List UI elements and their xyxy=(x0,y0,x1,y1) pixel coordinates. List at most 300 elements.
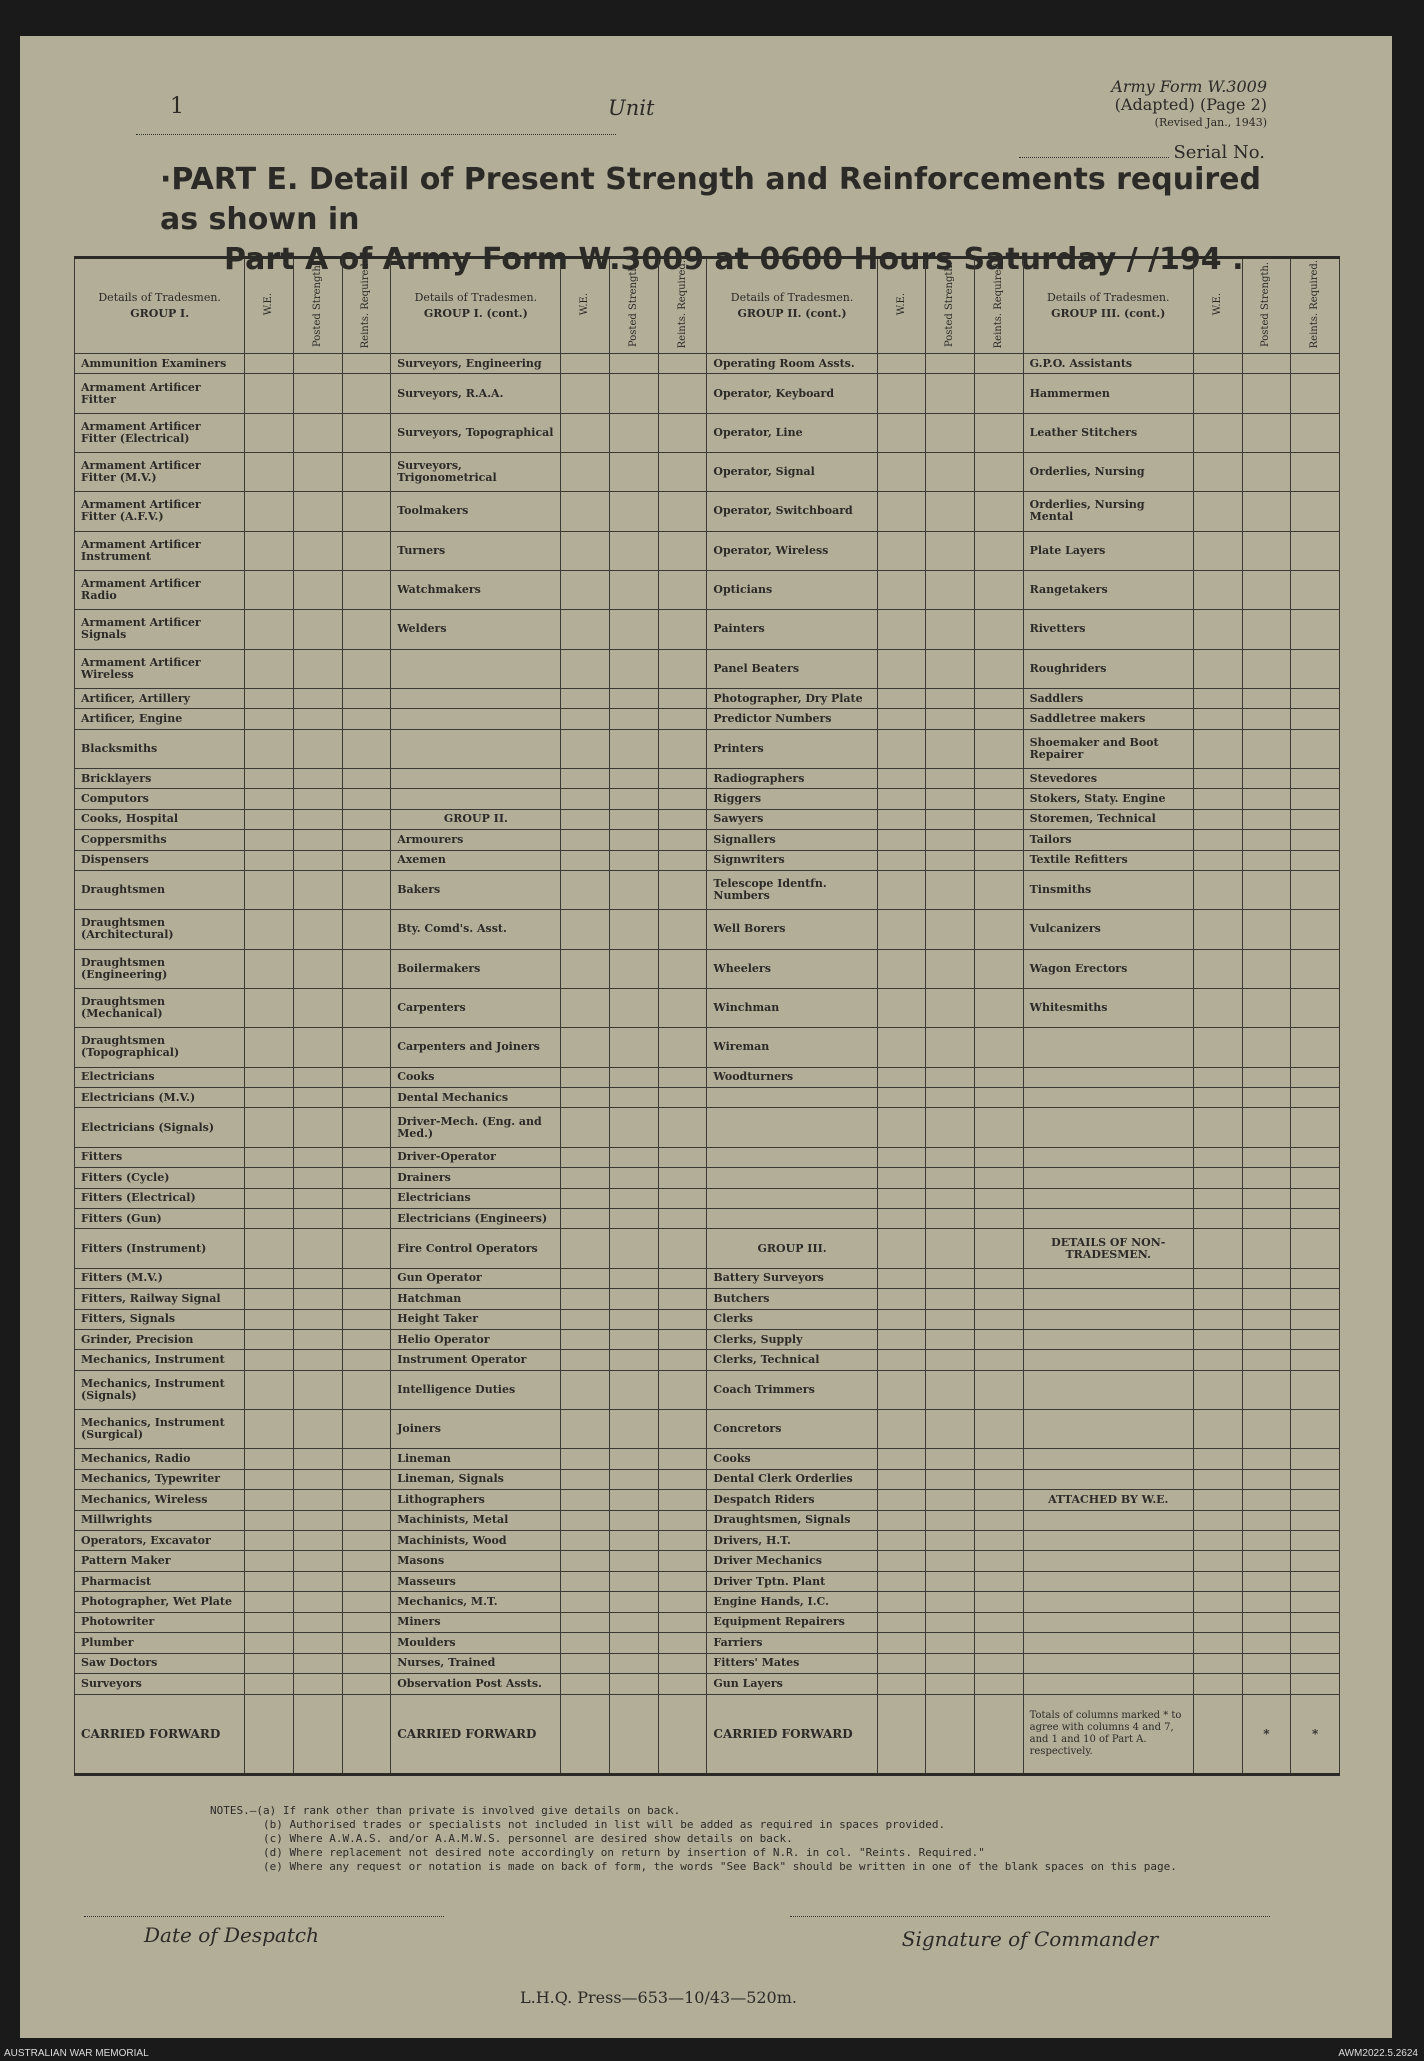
table-cell[interactable] xyxy=(658,789,707,809)
table-cell[interactable] xyxy=(1242,1490,1291,1510)
table-cell[interactable] xyxy=(610,809,659,829)
table-cell[interactable] xyxy=(1193,649,1242,688)
table-cell[interactable] xyxy=(1193,1350,1242,1370)
table-cell[interactable] xyxy=(877,1087,926,1107)
table-cell[interactable] xyxy=(658,1410,707,1449)
table-cell[interactable] xyxy=(974,453,1023,492)
table-cell[interactable] xyxy=(926,649,975,688)
table-cell[interactable] xyxy=(293,1449,342,1469)
table-cell[interactable] xyxy=(1291,809,1340,829)
table-cell[interactable] xyxy=(342,1370,391,1409)
table-cell[interactable] xyxy=(245,850,294,870)
table-cell[interactable] xyxy=(877,1449,926,1469)
table-cell[interactable] xyxy=(658,850,707,870)
table-cell[interactable] xyxy=(561,1633,610,1653)
table-cell[interactable] xyxy=(658,649,707,688)
table-cell[interactable] xyxy=(342,688,391,708)
table-cell[interactable] xyxy=(610,1612,659,1632)
table-cell[interactable] xyxy=(610,1268,659,1288)
table-cell[interactable] xyxy=(245,1633,294,1653)
table-cell[interactable] xyxy=(1291,570,1340,609)
table-cell[interactable] xyxy=(610,1229,659,1268)
table-cell[interactable] xyxy=(1291,1531,1340,1551)
table-cell[interactable] xyxy=(1291,1108,1340,1147)
table-cell[interactable] xyxy=(1291,1653,1340,1673)
table-cell[interactable] xyxy=(342,1410,391,1449)
table-cell[interactable] xyxy=(561,709,610,729)
table-cell[interactable] xyxy=(245,649,294,688)
table-cell[interactable] xyxy=(293,374,342,413)
table-cell[interactable] xyxy=(974,729,1023,768)
table-cell[interactable] xyxy=(561,949,610,988)
table-cell[interactable] xyxy=(1242,1551,1291,1571)
table-cell[interactable] xyxy=(974,1571,1023,1591)
table-cell[interactable] xyxy=(293,610,342,649)
table-cell[interactable] xyxy=(245,1329,294,1349)
table-cell[interactable] xyxy=(561,1268,610,1288)
table-cell[interactable] xyxy=(245,830,294,850)
table-cell[interactable] xyxy=(610,729,659,768)
table-cell[interactable] xyxy=(1242,1147,1291,1167)
table-cell[interactable] xyxy=(926,1168,975,1188)
table-cell[interactable] xyxy=(1193,1551,1242,1571)
table-cell[interactable] xyxy=(342,1551,391,1571)
table-cell[interactable] xyxy=(561,1147,610,1167)
table-cell[interactable] xyxy=(1291,1087,1340,1107)
table-cell[interactable] xyxy=(293,949,342,988)
table-cell[interactable] xyxy=(561,1309,610,1329)
table-cell[interactable] xyxy=(974,1410,1023,1449)
table-cell[interactable] xyxy=(245,413,294,452)
table-cell[interactable] xyxy=(926,1410,975,1449)
table-cell[interactable] xyxy=(658,1168,707,1188)
table-cell[interactable] xyxy=(658,1229,707,1268)
table-cell[interactable] xyxy=(293,1350,342,1370)
table-cell[interactable] xyxy=(974,413,1023,452)
table-cell[interactable] xyxy=(293,570,342,609)
table-cell[interactable] xyxy=(877,1188,926,1208)
table-cell[interactable] xyxy=(245,570,294,609)
table-cell[interactable] xyxy=(293,1490,342,1510)
table-cell[interactable] xyxy=(877,1329,926,1349)
table-cell[interactable] xyxy=(926,1531,975,1551)
table-cell[interactable] xyxy=(293,1268,342,1288)
table-cell[interactable] xyxy=(877,610,926,649)
table-cell[interactable] xyxy=(1193,1674,1242,1695)
table-cell[interactable] xyxy=(342,1147,391,1167)
table-cell[interactable] xyxy=(974,768,1023,788)
table-cell[interactable] xyxy=(342,1188,391,1208)
table-cell[interactable] xyxy=(342,768,391,788)
table-cell[interactable] xyxy=(610,1551,659,1571)
table-cell[interactable] xyxy=(610,850,659,870)
table-cell[interactable] xyxy=(974,354,1023,374)
table-cell[interactable] xyxy=(658,1510,707,1530)
table-cell[interactable] xyxy=(245,1370,294,1409)
table-cell[interactable] xyxy=(1242,830,1291,850)
table-cell[interactable] xyxy=(1193,1510,1242,1530)
table-cell[interactable] xyxy=(658,809,707,829)
table-cell[interactable] xyxy=(245,1087,294,1107)
table-cell[interactable] xyxy=(1291,1028,1340,1067)
table-cell[interactable] xyxy=(1291,354,1340,374)
table-cell[interactable] xyxy=(245,374,294,413)
table-cell[interactable] xyxy=(974,688,1023,708)
table-cell[interactable] xyxy=(877,1633,926,1653)
table-cell[interactable] xyxy=(561,531,610,570)
table-cell[interactable] xyxy=(1242,374,1291,413)
table-cell[interactable] xyxy=(342,1490,391,1510)
table-cell[interactable] xyxy=(342,1087,391,1107)
table-cell[interactable] xyxy=(342,413,391,452)
table-cell[interactable] xyxy=(877,1028,926,1067)
table-cell[interactable] xyxy=(1193,850,1242,870)
table-cell[interactable] xyxy=(658,1633,707,1653)
table-cell[interactable] xyxy=(926,453,975,492)
table-cell[interactable] xyxy=(877,1350,926,1370)
table-cell[interactable] xyxy=(293,1531,342,1551)
table-cell[interactable] xyxy=(1291,453,1340,492)
table-cell[interactable] xyxy=(974,1028,1023,1067)
table-cell[interactable] xyxy=(245,910,294,949)
table-cell[interactable] xyxy=(561,789,610,809)
table-cell[interactable] xyxy=(658,1350,707,1370)
table-cell[interactable] xyxy=(1291,1592,1340,1612)
table-cell[interactable] xyxy=(926,1067,975,1087)
table-cell[interactable] xyxy=(1242,949,1291,988)
table-cell[interactable] xyxy=(245,1612,294,1632)
table-cell[interactable] xyxy=(926,1087,975,1107)
table-cell[interactable] xyxy=(561,1028,610,1067)
table-cell[interactable] xyxy=(926,413,975,452)
table-cell[interactable] xyxy=(293,354,342,374)
table-cell[interactable] xyxy=(293,830,342,850)
table-cell[interactable] xyxy=(245,1268,294,1288)
table-cell[interactable] xyxy=(877,354,926,374)
table-cell[interactable] xyxy=(877,1469,926,1489)
table-cell[interactable] xyxy=(610,1571,659,1591)
table-cell[interactable] xyxy=(342,1067,391,1087)
table-cell[interactable] xyxy=(610,1449,659,1469)
table-cell[interactable] xyxy=(1193,1108,1242,1147)
table-cell[interactable] xyxy=(658,413,707,452)
table-cell[interactable] xyxy=(658,1551,707,1571)
table-cell[interactable] xyxy=(1291,492,1340,531)
table-cell[interactable] xyxy=(974,1067,1023,1087)
table-cell[interactable] xyxy=(974,531,1023,570)
table-cell[interactable] xyxy=(1193,871,1242,910)
table-cell[interactable] xyxy=(1291,850,1340,870)
table-cell[interactable] xyxy=(561,570,610,609)
table-cell[interactable] xyxy=(293,1067,342,1087)
table-cell[interactable] xyxy=(974,988,1023,1027)
table-cell[interactable] xyxy=(1242,1309,1291,1329)
table-cell[interactable] xyxy=(293,1188,342,1208)
table-cell[interactable] xyxy=(974,830,1023,850)
table-cell[interactable] xyxy=(1291,1350,1340,1370)
table-cell[interactable] xyxy=(1193,1571,1242,1591)
table-cell[interactable] xyxy=(342,453,391,492)
table-cell[interactable] xyxy=(610,1531,659,1551)
table-cell[interactable] xyxy=(658,1147,707,1167)
table-cell[interactable] xyxy=(245,1410,294,1449)
table-cell[interactable] xyxy=(926,789,975,809)
table-cell[interactable] xyxy=(926,1147,975,1167)
table-cell[interactable] xyxy=(974,374,1023,413)
table-cell[interactable] xyxy=(974,789,1023,809)
table-cell[interactable] xyxy=(561,1592,610,1612)
table-cell[interactable] xyxy=(245,1108,294,1147)
table-cell[interactable] xyxy=(610,1370,659,1409)
table-cell[interactable] xyxy=(658,1028,707,1067)
table-cell[interactable] xyxy=(610,413,659,452)
table-cell[interactable] xyxy=(610,1188,659,1208)
table-cell[interactable] xyxy=(610,1469,659,1489)
table-cell[interactable] xyxy=(1242,1674,1291,1695)
table-cell[interactable] xyxy=(610,949,659,988)
table-cell[interactable] xyxy=(610,1592,659,1612)
table-cell[interactable] xyxy=(245,709,294,729)
table-cell[interactable] xyxy=(926,1229,975,1268)
table-cell[interactable] xyxy=(342,1350,391,1370)
table-cell[interactable] xyxy=(342,1229,391,1268)
table-cell[interactable] xyxy=(561,453,610,492)
table-cell[interactable] xyxy=(1242,1633,1291,1653)
table-cell[interactable] xyxy=(245,610,294,649)
table-cell[interactable] xyxy=(1242,1168,1291,1188)
table-cell[interactable] xyxy=(1193,1028,1242,1067)
table-cell[interactable] xyxy=(342,1208,391,1228)
table-cell[interactable] xyxy=(342,1168,391,1188)
table-cell[interactable] xyxy=(877,1289,926,1309)
table-cell[interactable] xyxy=(293,1289,342,1309)
table-cell[interactable] xyxy=(926,729,975,768)
table-cell[interactable] xyxy=(1193,354,1242,374)
table-cell[interactable] xyxy=(926,1695,975,1775)
table-cell[interactable] xyxy=(877,949,926,988)
table-cell[interactable] xyxy=(1291,830,1340,850)
table-cell[interactable] xyxy=(245,1229,294,1268)
table-cell[interactable] xyxy=(561,1168,610,1188)
table-cell[interactable] xyxy=(610,1695,659,1775)
table-cell[interactable] xyxy=(293,910,342,949)
table-cell[interactable] xyxy=(1193,1633,1242,1653)
table-cell[interactable] xyxy=(1291,1067,1340,1087)
table-cell[interactable] xyxy=(877,809,926,829)
table-cell[interactable] xyxy=(877,1510,926,1530)
table-cell[interactable] xyxy=(1242,1531,1291,1551)
table-cell[interactable] xyxy=(1242,1510,1291,1530)
table-cell[interactable] xyxy=(610,1208,659,1228)
table-cell[interactable] xyxy=(293,1108,342,1147)
table-cell[interactable] xyxy=(342,1329,391,1349)
table-cell[interactable] xyxy=(974,610,1023,649)
table-cell[interactable] xyxy=(342,1108,391,1147)
table-cell[interactable] xyxy=(877,413,926,452)
table-cell[interactable] xyxy=(877,1531,926,1551)
table-cell[interactable] xyxy=(877,649,926,688)
table-cell[interactable] xyxy=(1193,1188,1242,1208)
table-cell[interactable] xyxy=(877,768,926,788)
table-cell[interactable] xyxy=(610,570,659,609)
table-cell[interactable] xyxy=(1242,1410,1291,1449)
table-cell[interactable] xyxy=(1291,531,1340,570)
table-cell[interactable] xyxy=(293,809,342,829)
table-cell[interactable] xyxy=(1242,1289,1291,1309)
table-cell[interactable] xyxy=(1291,729,1340,768)
table-cell[interactable] xyxy=(293,1510,342,1530)
table-cell[interactable] xyxy=(877,1674,926,1695)
table-cell[interactable] xyxy=(658,570,707,609)
table-cell[interactable] xyxy=(658,1370,707,1409)
table-cell[interactable] xyxy=(610,988,659,1027)
table-cell[interactable] xyxy=(1242,1571,1291,1591)
table-cell[interactable] xyxy=(926,988,975,1027)
table-cell[interactable] xyxy=(658,1469,707,1489)
table-cell[interactable] xyxy=(1291,1674,1340,1695)
table-cell[interactable] xyxy=(293,1592,342,1612)
table-cell[interactable] xyxy=(974,1592,1023,1612)
table-cell[interactable] xyxy=(561,1612,610,1632)
table-cell[interactable] xyxy=(245,688,294,708)
table-cell[interactable] xyxy=(1242,1469,1291,1489)
table-cell[interactable] xyxy=(877,1490,926,1510)
table-cell[interactable] xyxy=(658,1592,707,1612)
table-cell[interactable] xyxy=(1193,1695,1242,1775)
table-cell[interactable] xyxy=(877,1229,926,1268)
table-cell[interactable] xyxy=(245,1592,294,1612)
table-cell[interactable] xyxy=(561,1370,610,1409)
table-cell[interactable] xyxy=(293,1551,342,1571)
table-cell[interactable] xyxy=(1291,1490,1340,1510)
table-cell[interactable] xyxy=(974,1653,1023,1673)
table-cell[interactable] xyxy=(561,354,610,374)
table-cell[interactable] xyxy=(245,354,294,374)
table-cell[interactable] xyxy=(293,988,342,1027)
table-cell[interactable] xyxy=(877,1108,926,1147)
table-cell[interactable] xyxy=(1242,1229,1291,1268)
table-cell[interactable] xyxy=(926,709,975,729)
table-cell[interactable] xyxy=(610,688,659,708)
table-cell[interactable] xyxy=(974,1268,1023,1288)
table-cell[interactable] xyxy=(877,1571,926,1591)
table-cell[interactable] xyxy=(926,1510,975,1530)
table-cell[interactable] xyxy=(1193,1612,1242,1632)
table-cell[interactable] xyxy=(974,850,1023,870)
table-cell[interactable] xyxy=(1291,1168,1340,1188)
table-cell[interactable] xyxy=(342,1592,391,1612)
table-cell[interactable] xyxy=(1242,809,1291,829)
table-cell[interactable] xyxy=(245,1531,294,1551)
table-cell[interactable] xyxy=(342,1695,391,1775)
table-cell[interactable] xyxy=(342,850,391,870)
table-cell[interactable] xyxy=(1193,1067,1242,1087)
table-cell[interactable] xyxy=(974,1188,1023,1208)
table-cell[interactable] xyxy=(293,1410,342,1449)
table-cell[interactable] xyxy=(1291,610,1340,649)
table-cell[interactable] xyxy=(877,910,926,949)
table-cell[interactable] xyxy=(245,1208,294,1228)
table-cell[interactable] xyxy=(561,1289,610,1309)
table-cell[interactable] xyxy=(1193,1469,1242,1489)
table-cell[interactable] xyxy=(1291,789,1340,809)
table-cell[interactable] xyxy=(658,531,707,570)
table-cell[interactable] xyxy=(974,1289,1023,1309)
table-cell[interactable] xyxy=(561,1188,610,1208)
table-cell[interactable] xyxy=(974,1612,1023,1632)
table-cell[interactable] xyxy=(342,1653,391,1673)
table-cell[interactable] xyxy=(926,1309,975,1329)
table-cell[interactable] xyxy=(1291,709,1340,729)
table-cell[interactable] xyxy=(342,531,391,570)
table-cell[interactable] xyxy=(293,531,342,570)
table-cell[interactable] xyxy=(877,374,926,413)
table-cell[interactable] xyxy=(1242,1087,1291,1107)
table-cell[interactable] xyxy=(245,453,294,492)
table-cell[interactable] xyxy=(926,1268,975,1288)
table-cell[interactable] xyxy=(1193,949,1242,988)
table-cell[interactable] xyxy=(293,1208,342,1228)
table-cell[interactable] xyxy=(342,1510,391,1530)
table-cell[interactable] xyxy=(1242,850,1291,870)
table-cell[interactable] xyxy=(293,1571,342,1591)
table-cell[interactable] xyxy=(926,768,975,788)
table-cell[interactable] xyxy=(658,1695,707,1775)
table-cell[interactable] xyxy=(1193,809,1242,829)
table-cell[interactable] xyxy=(974,1350,1023,1370)
table-cell[interactable] xyxy=(245,1289,294,1309)
table-cell[interactable] xyxy=(658,768,707,788)
table-cell[interactable] xyxy=(1193,1309,1242,1329)
table-cell[interactable] xyxy=(926,949,975,988)
table-cell[interactable] xyxy=(245,1571,294,1591)
table-cell[interactable] xyxy=(1291,1208,1340,1228)
table-cell[interactable] xyxy=(561,413,610,452)
table-cell[interactable] xyxy=(658,1087,707,1107)
table-cell[interactable] xyxy=(926,871,975,910)
table-cell[interactable] xyxy=(342,809,391,829)
table-cell[interactable] xyxy=(1193,1147,1242,1167)
table-cell[interactable] xyxy=(1242,1592,1291,1612)
table-cell[interactable] xyxy=(658,1188,707,1208)
table-cell[interactable] xyxy=(877,850,926,870)
table-cell[interactable] xyxy=(974,1695,1023,1775)
table-cell[interactable] xyxy=(1193,1168,1242,1188)
table-cell[interactable] xyxy=(293,453,342,492)
table-cell[interactable] xyxy=(1193,1087,1242,1107)
table-cell[interactable] xyxy=(1193,1329,1242,1349)
table-cell[interactable] xyxy=(610,1653,659,1673)
table-cell[interactable] xyxy=(245,1695,294,1775)
table-cell[interactable] xyxy=(610,830,659,850)
table-cell[interactable] xyxy=(610,1289,659,1309)
table-cell[interactable] xyxy=(610,1147,659,1167)
table-cell[interactable] xyxy=(342,1674,391,1695)
table-cell[interactable] xyxy=(561,1208,610,1228)
table-cell[interactable] xyxy=(974,1229,1023,1268)
table-cell[interactable] xyxy=(610,1490,659,1510)
table-cell[interactable] xyxy=(1291,910,1340,949)
table-cell[interactable] xyxy=(245,949,294,988)
table-cell[interactable] xyxy=(1242,1208,1291,1228)
table-cell[interactable] xyxy=(610,453,659,492)
table-cell[interactable] xyxy=(926,1571,975,1591)
table-cell[interactable] xyxy=(1193,1410,1242,1449)
table-cell[interactable] xyxy=(1242,1108,1291,1147)
table-cell[interactable] xyxy=(877,789,926,809)
table-cell[interactable] xyxy=(610,871,659,910)
table-cell[interactable] xyxy=(293,1653,342,1673)
